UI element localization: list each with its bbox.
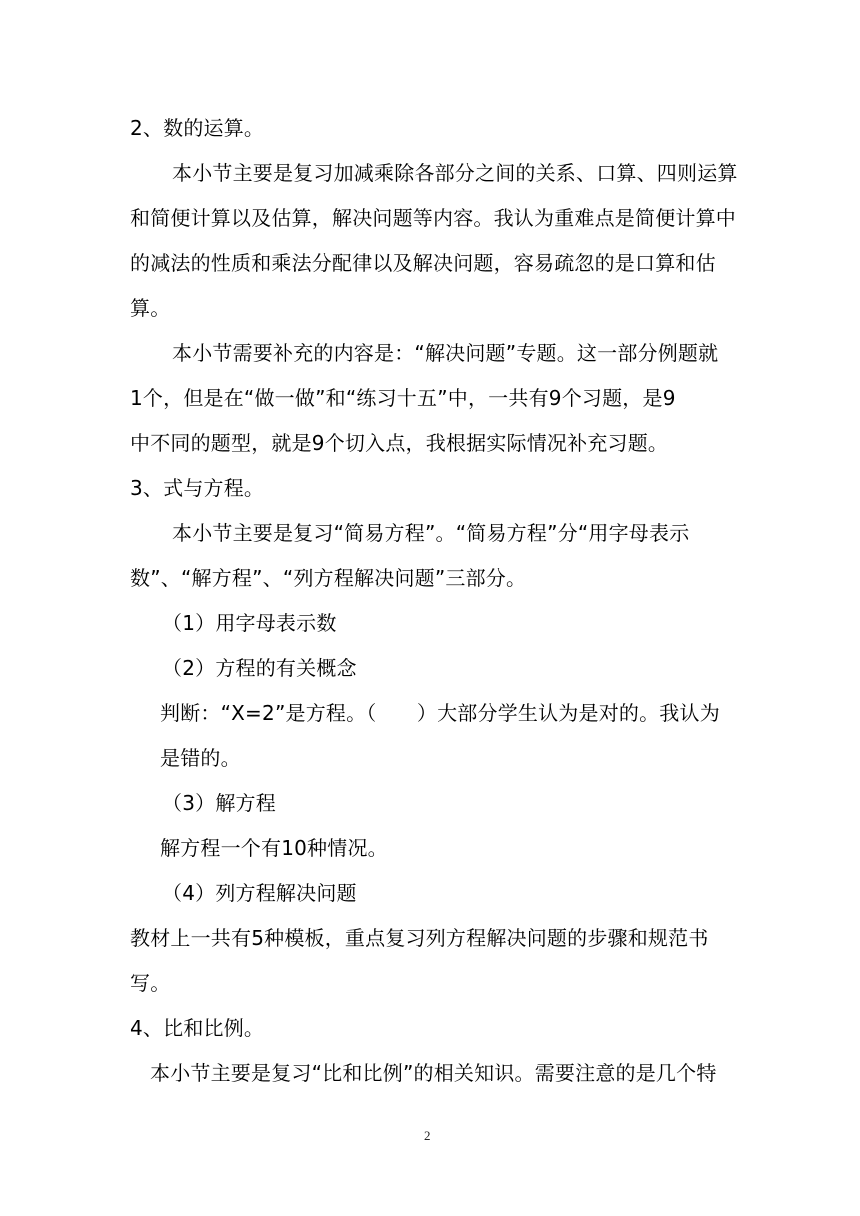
paragraph-line: 是错的。 [160, 746, 241, 770]
paragraph-line: 算。 [130, 296, 171, 320]
subsection-heading: （1）用字母表示数 [162, 611, 337, 635]
subsection-heading: （4）列方程解决问题 [162, 881, 357, 905]
paragraph-line: 解方程一个有10种情况。 [160, 836, 388, 860]
paragraph-line: 本小节主要是复习加减乘除各部分之间的关系、口算、四则运算 [172, 161, 738, 185]
paragraph-line: 和简便计算以及估算，解决问题等内容。我认为重难点是简便计算中 [130, 206, 736, 230]
paragraph-line: 数”、“解方程”、“列方程解决问题”三部分。 [130, 566, 527, 590]
section-heading: 4、比和比例。 [130, 1016, 265, 1040]
paragraph-line: 本小节主要是复习“比和比例”的相关知识。需要注意的是几个特 [150, 1061, 717, 1085]
page-number: 2 [424, 1128, 431, 1143]
paragraph-line: 中不同的题型，就是9个切入点，我根据实际情况补充习题。 [130, 431, 669, 455]
paragraph-line: 1个，但是在“做一做”和“练习十五”中，一共有9个习题，是9 [130, 386, 676, 410]
paragraph-line: 判断：“X=2”是方程。（ ）大部分学生认为是对的。我认为 [160, 701, 720, 725]
paragraph-line: 写。 [130, 971, 171, 995]
paragraph-line: 教材上一共有5种模板，重点复习列方程解决问题的步骤和规范书 [130, 926, 709, 950]
paragraph-line: 本小节需要补充的内容是：“解决问题”专题。这一部分例题就 [172, 341, 719, 365]
paragraph-line: 本小节主要是复习“简易方程”。“简易方程”分“用字母表示 [172, 521, 690, 545]
section-heading: 2、数的运算。 [130, 116, 265, 140]
subsection-heading: （3）解方程 [162, 791, 276, 815]
section-heading: 3、式与方程。 [130, 476, 265, 500]
paragraph-line: 的减法的性质和乘法分配律以及解决问题，容易疏忽的是口算和估 [130, 251, 716, 275]
subsection-heading: （2）方程的有关概念 [162, 656, 357, 680]
